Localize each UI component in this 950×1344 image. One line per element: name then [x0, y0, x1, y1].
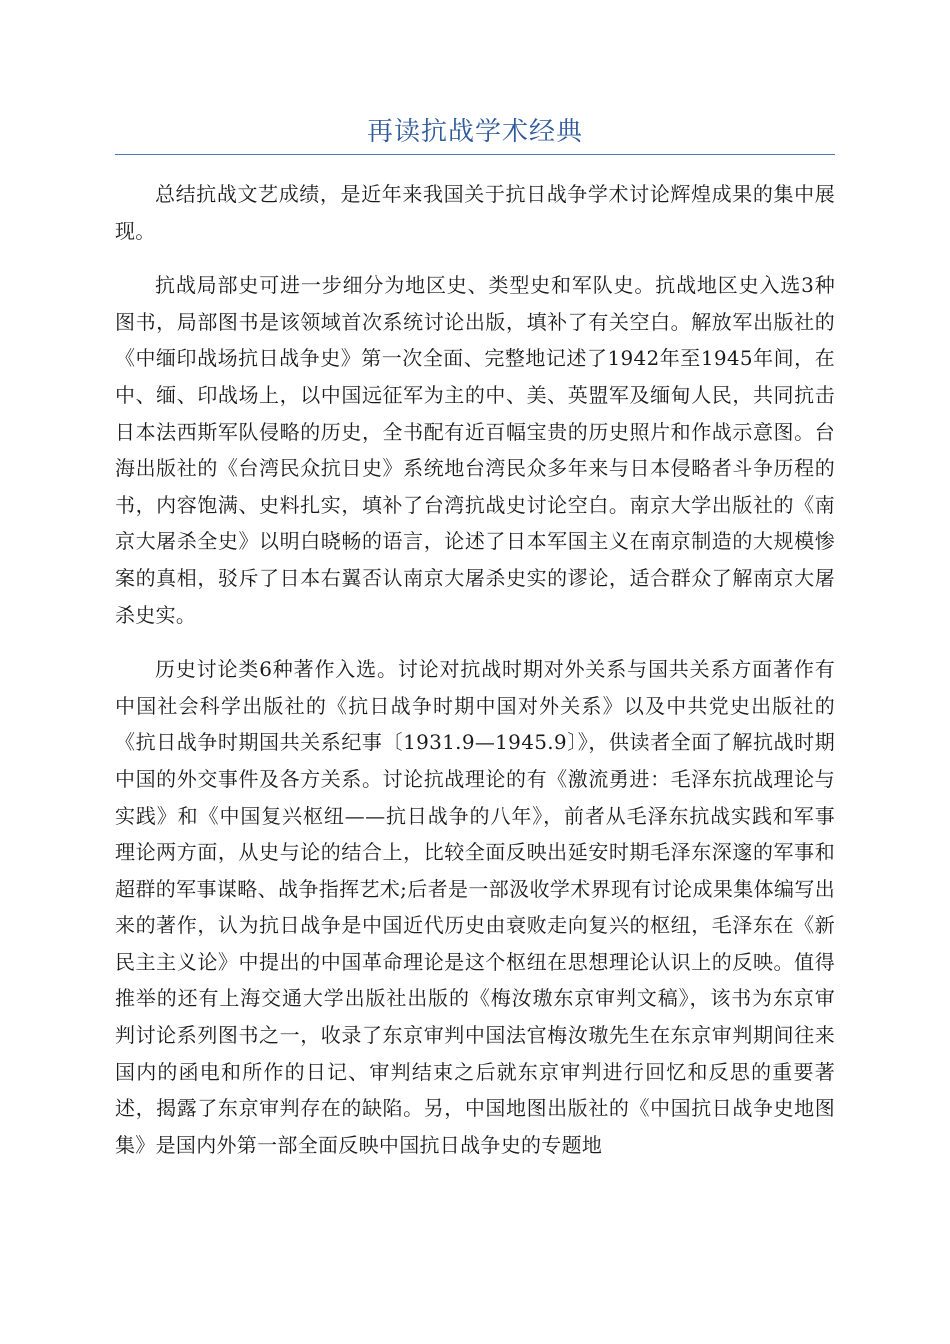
- paragraph-3: 历史讨论类6种著作入选。讨论对抗战时期对外关系与国共关系方面著作有中国社会科学出版社的《抗日战争时期中国对外关系》以及中共党史出版社的《抗日战争时期国共关系纪事〔1931.9—1945.9〕》，供读者全面了解抗战时期中国的外交事件及各方关系。讨论抗战理论的有《激流勇进：毛泽东抗战理论与实践》和《中国复兴枢纽——抗日战争的八年》，前者从毛泽东抗战实践和军事理论两方面，从史与论的结合上，比较全面反映出延安时期毛泽东深邃的军事和超群的军事谋略、战争指挥艺术;后者是一部汲收学术界现有讨论成果集体编写出来的著作，认为抗日战争是中国近代历史由衰败走向复兴的枢纽，毛泽东在《新民主主义论》中提出的中国革命理论是这个枢纽在思想理论认识上的反映。值得推举的还有上海交通大学出版社出版的《梅汝璈东京审判文稿》，该书为东京审判讨论系列图书之一，收录了东京审判中国法官梅汝璈先生在东京审判期间往来国内的函电和所作的日记、审判结束之后就东京审判进行回忆和反思的重要著述，揭露了东京审判存在的缺陷。另，中国地图出版社的《中国抗日战争史地图集》是国内外第一部全面反映中国抗日战争史的专题地: [115, 657, 835, 1157]
- title-underline: [115, 154, 835, 155]
- page-title: 再读抗战学术经典: [366, 117, 583, 147]
- paragraph-2: 抗战局部史可进一步细分为地区史、类型史和军队史。抗战地区史入选3种图书，局部图书是该领域首次系统讨论出版，填补了有关空白。解放军出版社的《中缅印战场抗日战争史》第一次全面、完整地记述了1942年至1945年间，在中、缅、印战场上，以中国远征军为主的中、美、英盟军及缅甸人民，共同抗击日本法西斯军队侵略的历史，全书配有近百幅宝贵的历史照片和作战示意图。台海出版社的《台湾民众抗日史》系统地台湾民众多年来与日本侵略者斗争历程的书，内容饱满、史料扎实，填补了台湾抗战史讨论空白。南京大学出版社的《南京大屠杀全史》以明白晓畅的语言，论述了日本军国主义在南京制造的大规模惨案的真相，驳斥了日本右翼否认南京大屠杀史实的谬论，适合群众了解南京大屠杀史实。: [115, 273, 835, 627]
- paragraph-1: 总结抗战文艺成绩，是近年来我国关于抗日战争学术讨论辉煌成果的集中展现。: [115, 182, 835, 243]
- document-body: [115, 176, 835, 1181]
